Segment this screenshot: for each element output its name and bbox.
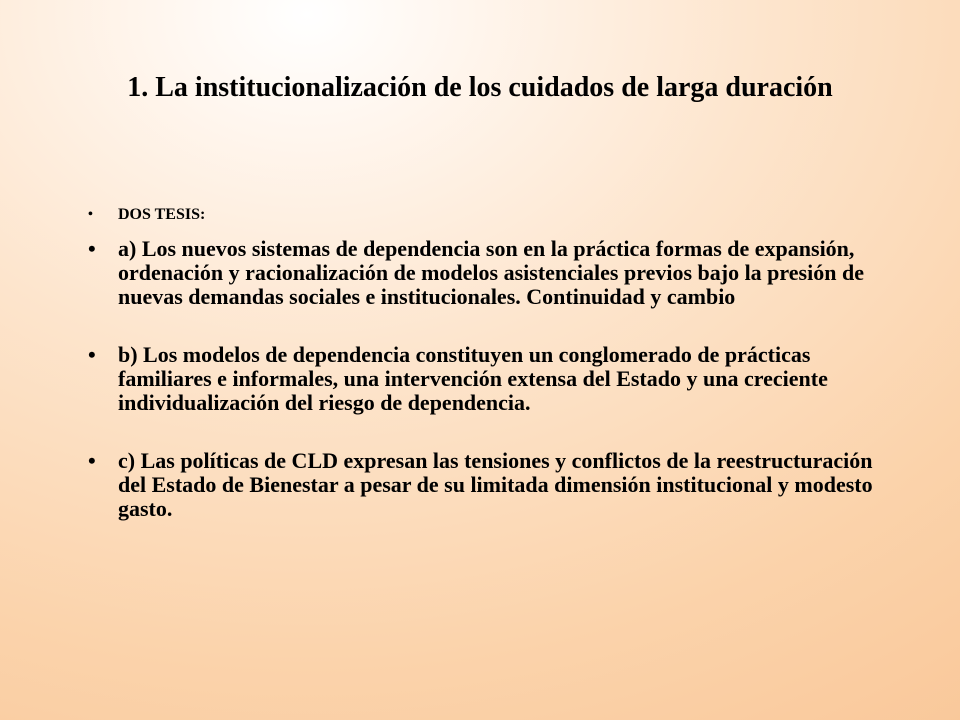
bullet-list bbox=[88, 205, 888, 521]
bullet-icon: • bbox=[88, 448, 96, 473]
bullet-text: b) Los modelos de dependencia constituyen un conglomerado de prácticas familiares e informales, una intervención extensa del Estado y una creciente individualización del riesgo de dependencia. bbox=[118, 342, 828, 415]
bullet-item-dos-tesis bbox=[88, 205, 888, 225]
bullet-text: a) Los nuevos sistemas de dependencia son en la práctica formas de expansión, ordenación y racionalización de modelos asistenciales previos bajo la presión de nuevas demandas sociales e institucionales. Continuidad y cambio bbox=[118, 236, 864, 309]
bullet-icon: • bbox=[88, 236, 96, 261]
bullet-text: DOS TESIS: bbox=[118, 206, 206, 223]
bullet-item-b bbox=[88, 343, 888, 415]
bullet-item-c bbox=[88, 449, 888, 521]
bullet-text: c) Las políticas de CLD expresan las tensiones y conflictos de la reestructuración del Estado de Bienestar a pesar de su limitada dimensión institucional y modesto gasto. bbox=[118, 448, 873, 521]
bullet-icon: • bbox=[88, 342, 96, 367]
bullet-icon: • bbox=[88, 207, 93, 222]
bullet-item-a bbox=[88, 237, 888, 309]
slide-title: 1. La institucionalización de los cuidados de larga duración bbox=[127, 72, 833, 103]
